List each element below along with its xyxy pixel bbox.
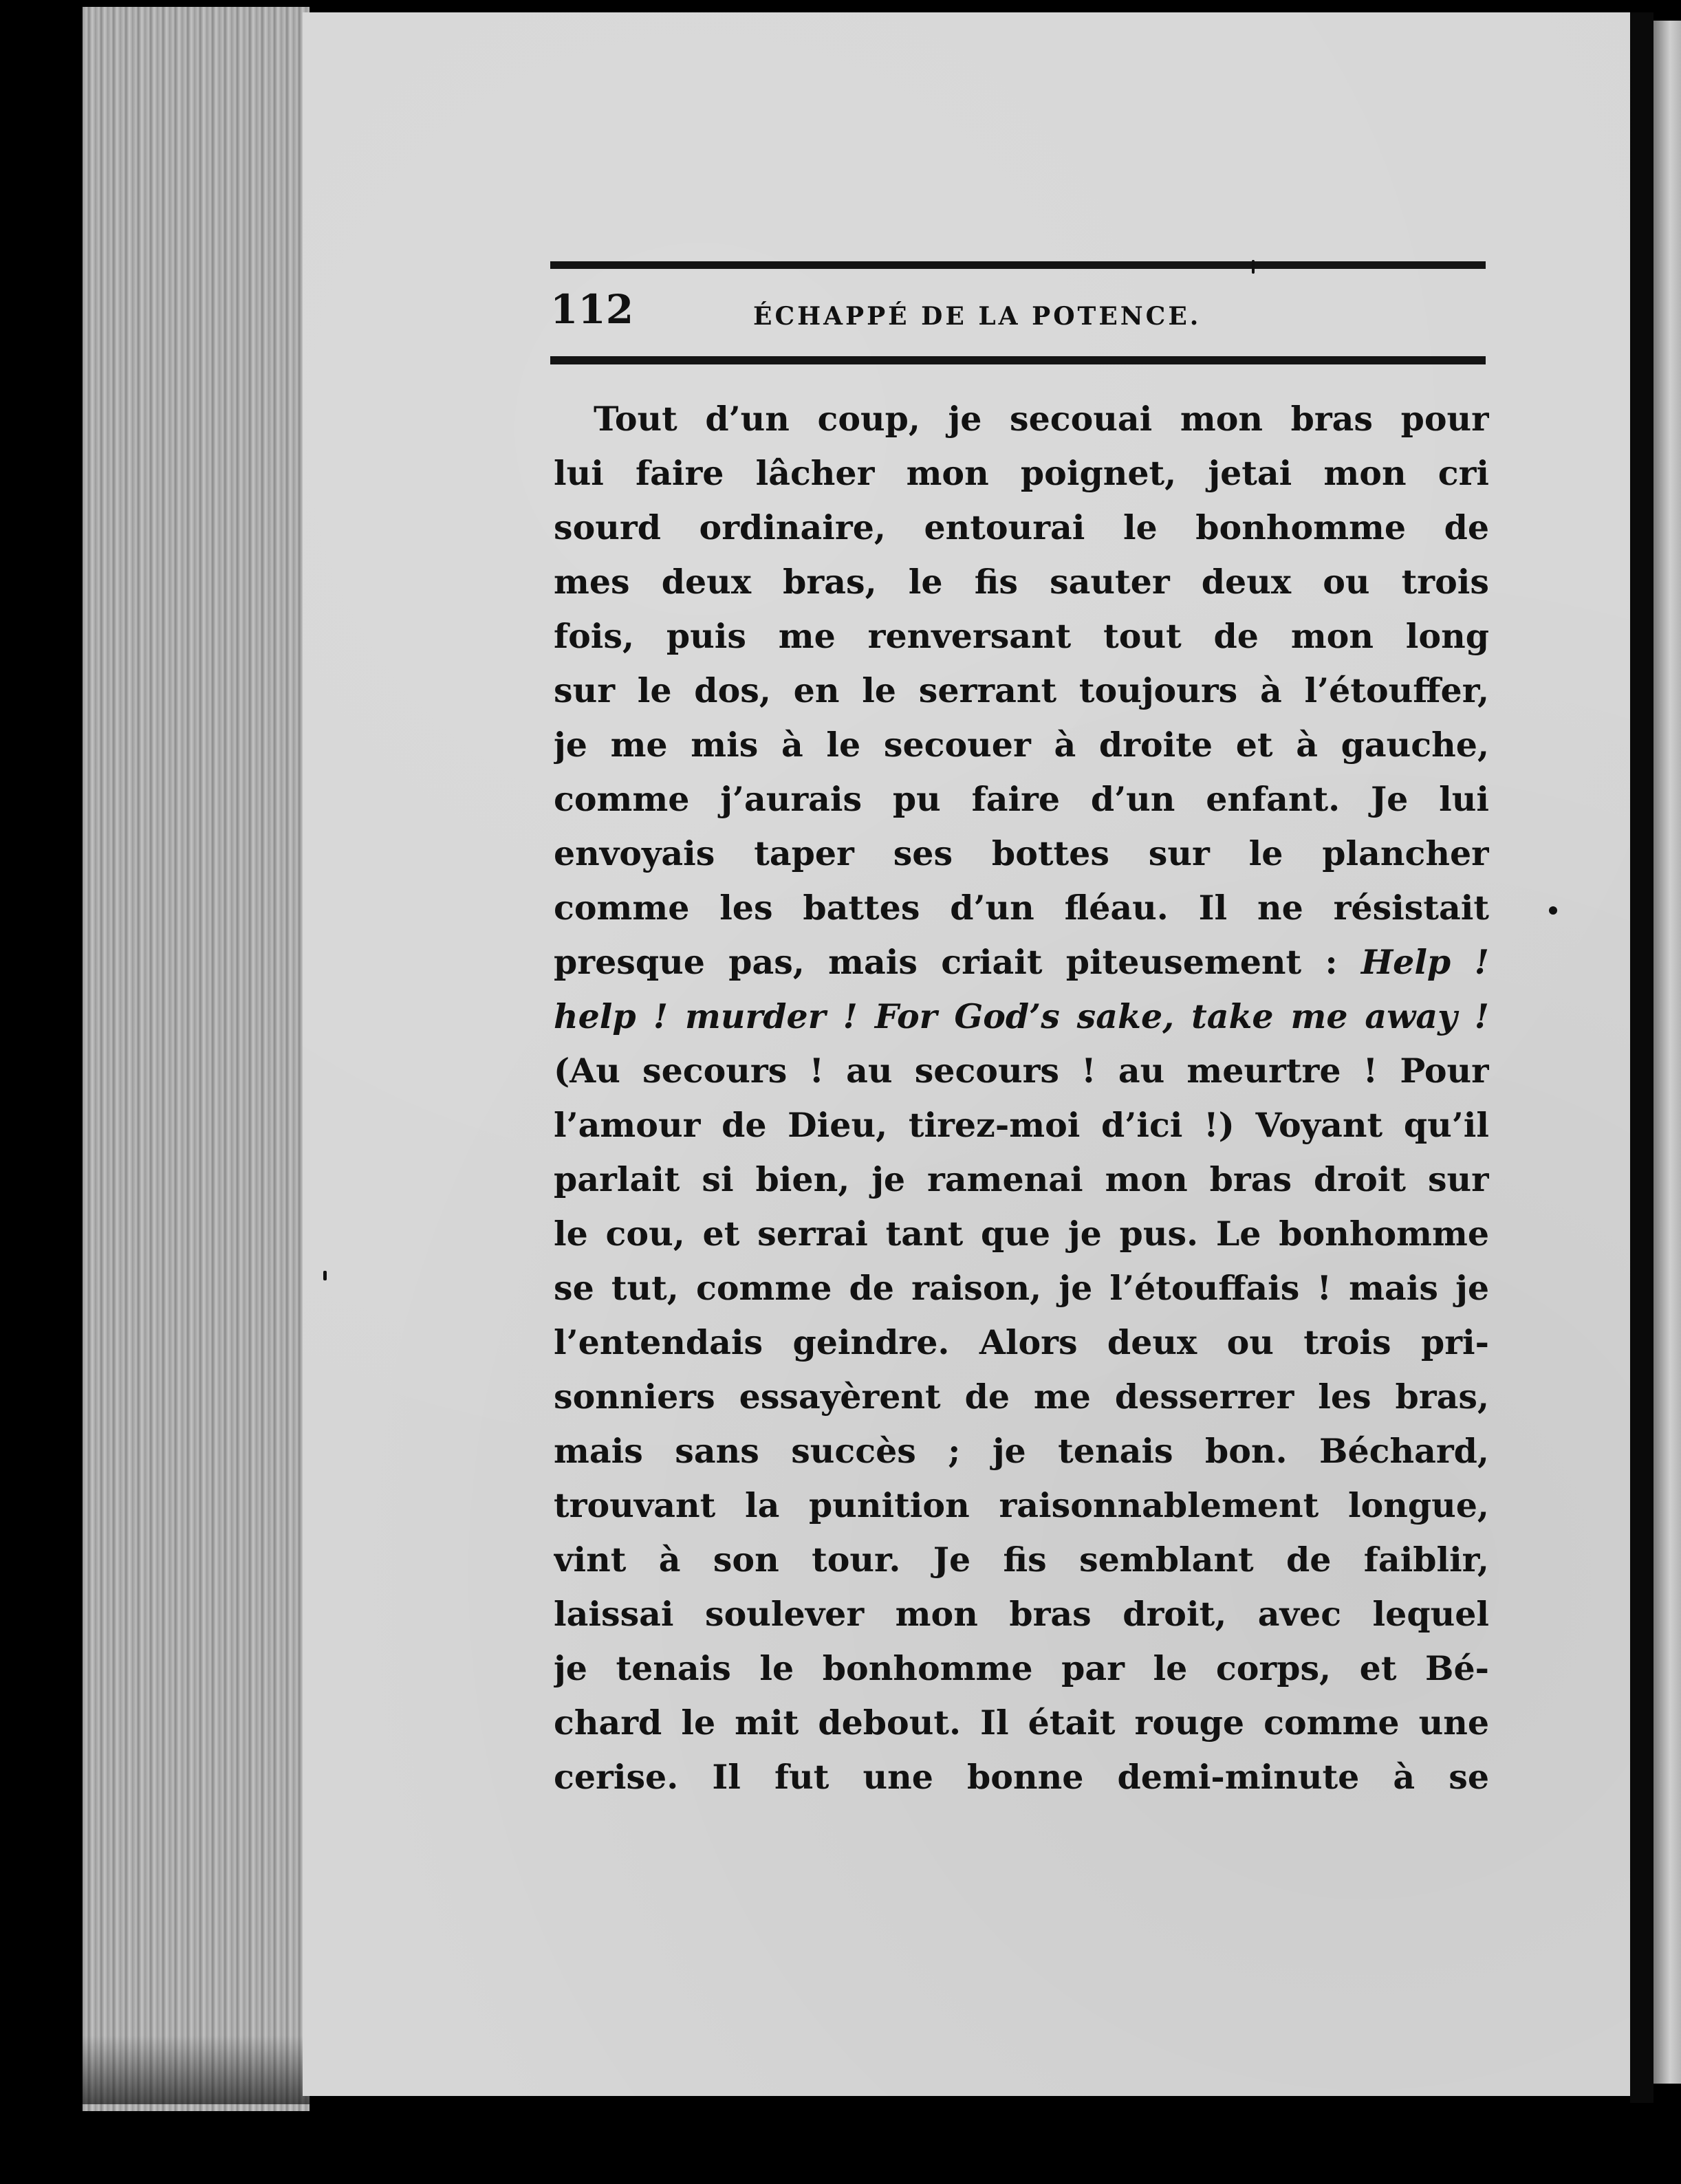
text-line: l’amour de Dieu, tirez-moi d’ici !) Voyant qu’il	[554, 1105, 1489, 1145]
text-line-italic	[554, 990, 1489, 1044]
ink-speck	[1549, 906, 1557, 915]
text-line: comme j’aurais pu faire d’un enfant. Je lui	[554, 779, 1489, 819]
text-line: mes deux bras, le fis sauter deux ou trois	[554, 562, 1489, 602]
text-line: lui faire lâcher mon poignet, jetai mon cri	[554, 453, 1489, 493]
book-page-edges	[83, 7, 310, 2111]
italic-text: Help !	[1360, 942, 1489, 982]
text-line: vint à son tour. Je fis semblant de faiblir,	[554, 1540, 1489, 1580]
text-line: envoyais taper ses bottes sur le plancher	[554, 833, 1489, 873]
page-edges-shadow	[76, 2035, 310, 2104]
ink-speck	[1252, 260, 1255, 274]
text-line: sourd ordinaire, entourai le bonhomme de	[554, 507, 1489, 547]
text-line: fois, puis me renversant tout de mon long	[554, 616, 1489, 656]
text-line: Tout d’un coup, je secouai mon bras pour	[594, 399, 1489, 439]
text-line: (Au secours ! au secours ! au meurtre ! Pour	[554, 1051, 1489, 1091]
text-line: l’entendais geindre. Alors deux ou trois pri-	[554, 1322, 1489, 1362]
running-title: ÉCHAPPÉ DE LA POTENCE.	[753, 302, 1202, 331]
italic-text: help ! murder ! For God’s sake, take me away !	[554, 996, 1489, 1036]
ink-speck	[323, 1271, 327, 1280]
text-line: sur le dos, en le serrant toujours à l’étouffer,	[554, 670, 1489, 710]
text-line: le cou, et serrai tant que je pus. Le bonhomme	[554, 1214, 1489, 1254]
facing-page-edge	[1653, 21, 1681, 2084]
text-line: parlait si bien, je ramenai mon bras droit sur	[554, 1159, 1489, 1199]
text-line: chard le mit debout. Il était rouge comme une	[554, 1703, 1489, 1743]
body-text	[554, 392, 1489, 1804]
text-line: laissai soulever mon bras droit, avec lequel	[554, 1594, 1489, 1634]
text-line-with-italic	[554, 935, 1489, 990]
text-line: se tut, comme de raison, je l’étouffais ! mais je	[554, 1268, 1489, 1308]
text-line: je me mis à le secouer à droite et à gauche,	[554, 725, 1489, 765]
right-gutter	[1630, 12, 1653, 2103]
header-rule-top	[550, 261, 1486, 269]
text-line: sonniers essayèrent de me desserrer les bras,	[554, 1377, 1489, 1417]
text-line: mais sans succès ; je tenais bon. Béchard,	[554, 1431, 1489, 1471]
text-line: trouvant la punition raisonnablement longue,	[554, 1485, 1489, 1525]
text-line: cerise. Il fut une bonne demi-minute à se	[554, 1757, 1489, 1797]
text-line-roman: presque pas, mais criait piteusement :	[554, 942, 1361, 982]
header-rule-bottom	[550, 356, 1486, 364]
text-line: comme les battes d’un fléau. Il ne résistait	[554, 888, 1489, 928]
page-number: 112	[550, 286, 634, 333]
text-line: je tenais le bonhomme par le corps, et Bé-	[554, 1648, 1489, 1688]
